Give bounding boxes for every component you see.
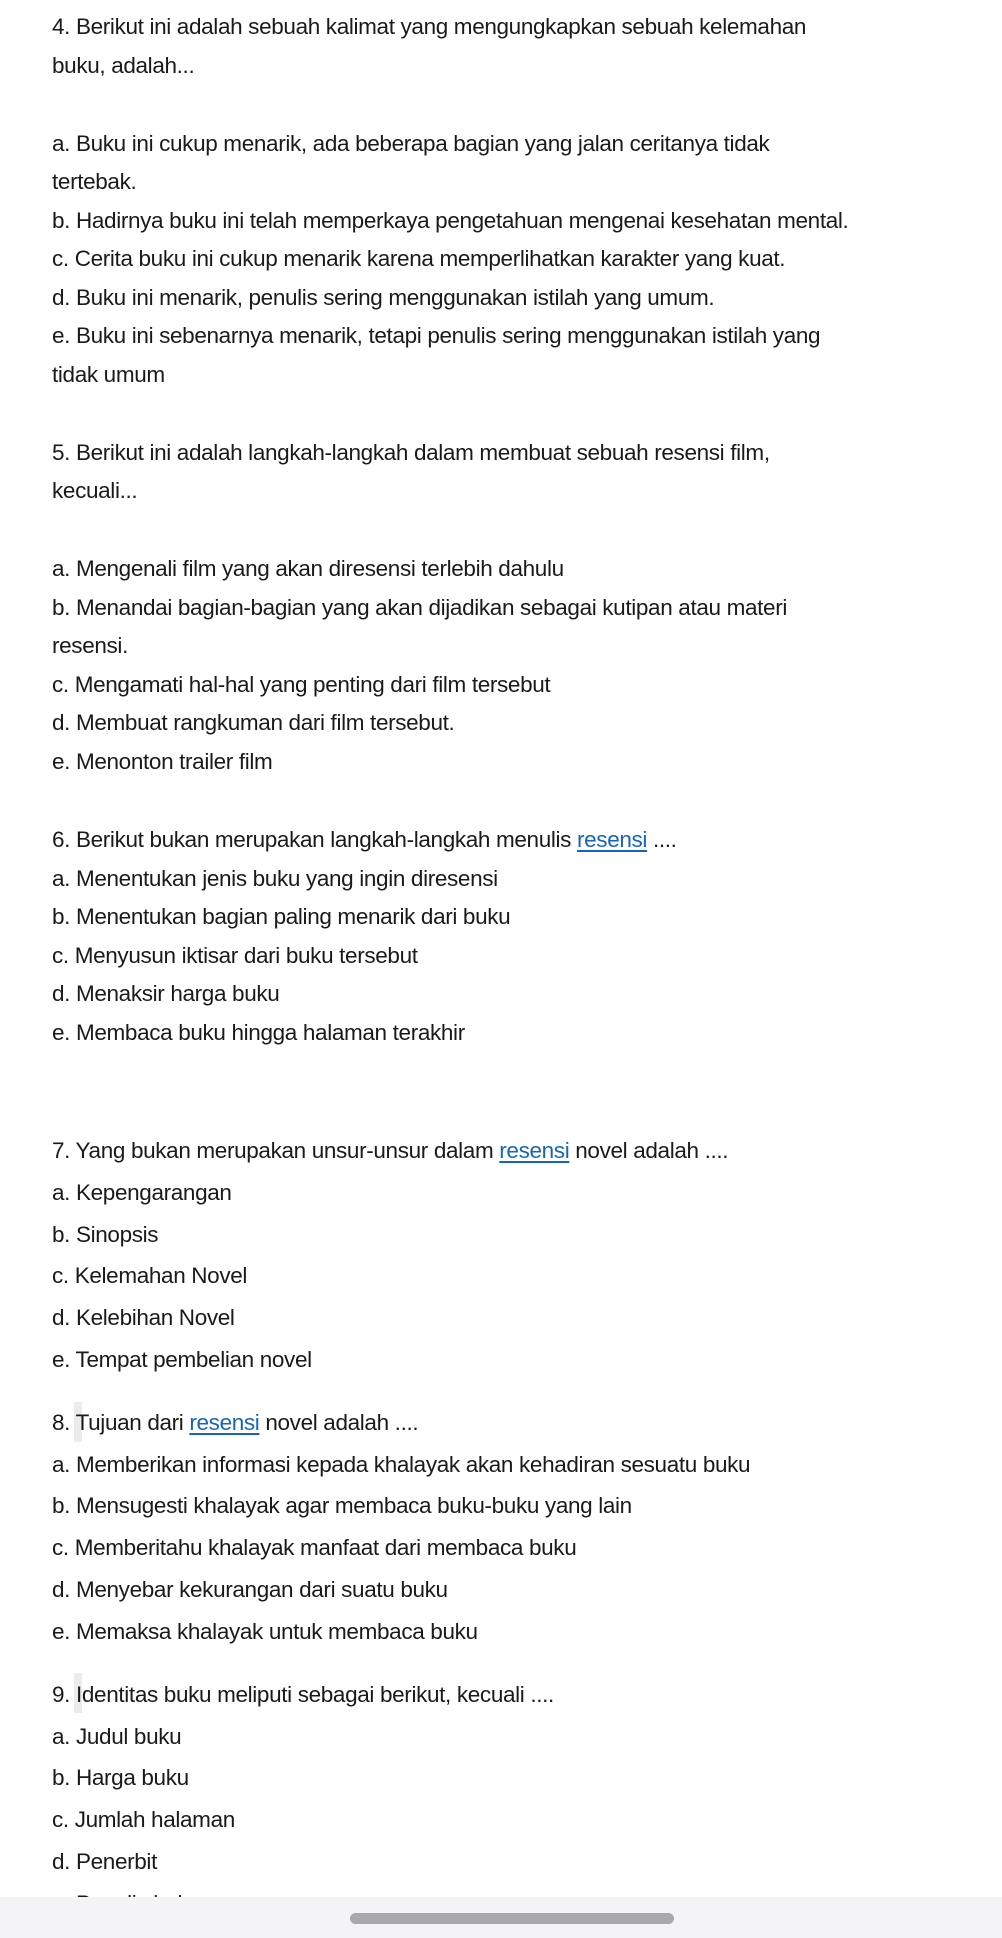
option-a: a. Judul buku: [52, 1724, 182, 1749]
option-b: b. Mensugesti khalayak agar membaca buku-buku yang lain: [52, 1493, 632, 1518]
option-b: b. Hadirnya buku ini telah memperkaya pengetahuan mengenai kesehatan mental.: [52, 208, 849, 233]
question-stem: [52, 1136, 728, 1166]
stem-text: novel adalah ....: [259, 1410, 419, 1435]
resensi-link[interactable]: resensi: [189, 1410, 260, 1435]
stem-text: 6. Berikut bukan merupakan langkah-langkah menulis: [52, 827, 577, 852]
option-c: c. Kelemahan Novel: [52, 1263, 248, 1288]
resensi-link[interactable]: resensi: [576, 827, 648, 852]
question-number: 8.: [52, 1410, 71, 1435]
stem-text: 7. Yang bukan merupakan unsur-unsur dalam: [52, 1138, 500, 1163]
question-stem: [52, 1680, 554, 1710]
option-a: a. Memberikan informasi kepada khalayak akan kehadiran sesuatu buku: [52, 1452, 751, 1477]
option-c: c. Menyusun iktisar dari buku tersebut: [52, 943, 418, 968]
option-a: a. Kepengarangan: [52, 1180, 232, 1205]
question-number: 9.: [52, 1682, 71, 1707]
option-e-continued: tidak umum: [52, 362, 165, 387]
option-e: e. Menonton trailer film: [52, 749, 273, 774]
option-e: e. Buku ini sebenarnya menarik, tetapi penulis sering menggunakan istilah yang: [52, 323, 821, 348]
option-e: e. Tempat pembelian novel: [52, 1347, 312, 1372]
option-a: a. Menentukan jenis buku yang ingin diresensi: [52, 866, 498, 891]
question-stem: 4. Berikut ini adalah sebuah kalimat yang mengungkapkan sebuah kelemahan: [52, 14, 807, 39]
option-d: d. Menyebar kekurangan dari suatu buku: [52, 1577, 448, 1602]
option-b: b. Menandai bagian-bagian yang akan dijadikan sebagai kutipan atau materi: [52, 595, 787, 620]
option-b: b. Sinopsis: [52, 1222, 159, 1247]
stem-text: Identitas buku meliputi sebagai berikut, kecuali ....: [70, 1682, 554, 1707]
resensi-link[interactable]: resensi: [499, 1138, 570, 1163]
option-b: b. Harga buku: [52, 1765, 189, 1790]
option-b: b. Menentukan bagian paling menarik dari buku: [52, 904, 511, 929]
option-a: a. Buku ini cukup menarik, ada beberapa bagian yang jalan ceritanya tidak: [52, 131, 770, 156]
option-b-continued: resensi.: [52, 633, 128, 658]
stem-text: novel adalah ....: [569, 1138, 729, 1163]
option-d: d. Menaksir harga buku: [52, 981, 280, 1006]
question-stem: 5. Berikut ini adalah langkah-langkah dalam membuat sebuah resensi film,: [52, 440, 770, 465]
option-c: c. Mengamati hal-hal yang penting dari film tersebut: [52, 672, 551, 697]
option-c: c. Memberitahu khalayak manfaat dari membaca buku: [52, 1535, 577, 1560]
option-a: a. Mengenali film yang akan diresensi terlebih dahulu: [52, 556, 564, 581]
question-stem: [52, 825, 677, 855]
option-d: d. Penerbit: [52, 1849, 157, 1874]
option-d: d. Buku ini menarik, penulis sering menggunakan istilah yang umum.: [52, 285, 715, 310]
option-c: c. Cerita buku ini cukup menarik karena memperlihatkan karakter yang kuat.: [52, 246, 786, 271]
option-a-continued: tertebak.: [52, 169, 137, 194]
question-stem: [52, 1408, 418, 1438]
stem-text: Tujuan dari: [70, 1410, 190, 1435]
option-d: d. Kelebihan Novel: [52, 1305, 235, 1330]
question-stem: buku, adalah...: [52, 53, 195, 78]
question-stem: kecuali...: [52, 478, 138, 503]
option-c: c. Jumlah halaman: [52, 1807, 235, 1832]
stem-text: ....: [647, 827, 677, 852]
option-e: e. Membaca buku hingga halaman terakhir: [52, 1020, 465, 1045]
option-d: d. Membuat rangkuman dari film tersebut.: [52, 710, 455, 735]
home-indicator[interactable]: [350, 1913, 674, 1924]
option-e: e. Memaksa khalayak untuk membaca buku: [52, 1619, 478, 1644]
